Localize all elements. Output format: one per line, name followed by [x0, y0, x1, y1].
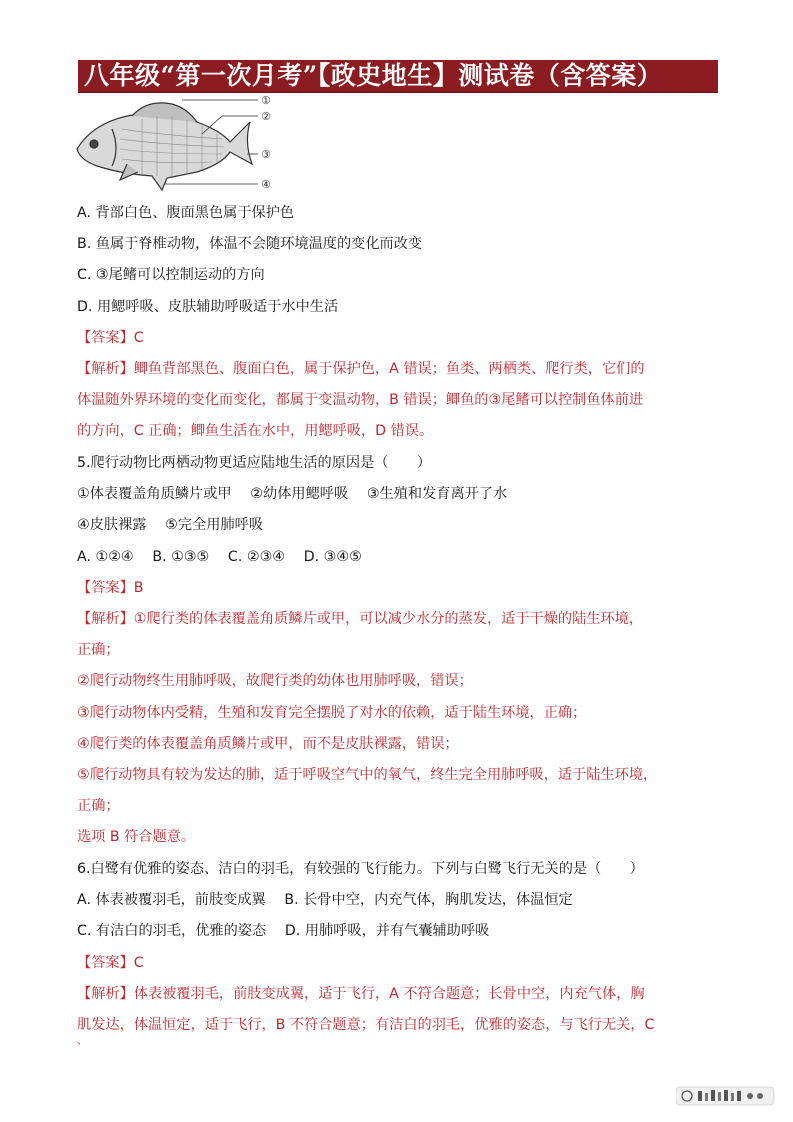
q4-answer: 【答案】C	[77, 330, 144, 346]
q5-items-line: ④皮肤裸露 ⑤完全用肺呼吸	[77, 517, 264, 533]
q4-option-b: B. 鱼属于脊椎动物，体温不会随环境温度的变化而改变	[77, 236, 423, 252]
q6-analysis-line: 【解析】体表被覆羽毛，前肢变成翼，适于飞行，A 不符合题意；长骨中空，内充气体，胸	[77, 986, 645, 1002]
title-underline	[78, 92, 718, 93]
page-title-banner	[78, 60, 718, 92]
fish-label-3: ③	[261, 148, 271, 161]
q4-analysis-line: 体温随外界环境的变化而变化，都属于变温动物，B 错误；鲫鱼的③尾鳍可以控制鱼体前进	[77, 392, 644, 408]
watermark-icon	[676, 1085, 776, 1107]
q4-analysis-line: 的方向，C 正确；鲫鱼生活在水中，用鳃呼吸，D 错误。	[77, 423, 434, 439]
q5-analysis-line: ④爬行类的体表覆盖角质鳞片或甲，而不是皮肤裸露，错误；	[77, 736, 459, 752]
q4-option-c: C. ③尾鳍可以控制运动的方向	[77, 267, 265, 283]
q6-analysis-line: 肌发达，体温恒定，适于飞行，B 不符合题意；有洁白的羽毛，优雅的姿态，与飞行无关，C	[77, 1017, 655, 1033]
q5-stem: 5.爬行动物比两栖动物更适应陆地生活的原因是（ ）	[77, 455, 432, 471]
q5-analysis-line: 正确；	[77, 642, 120, 658]
fish-label-4: ④	[261, 178, 271, 191]
q5-analysis-line: ⑤爬行动物具有较为发达的肺，适于呼吸空气中的氧气，终生完全用肺呼吸，适于陆生环境，	[77, 767, 658, 783]
q6-stem: 6.白鹭有优雅的姿态、洁白的羽毛，有较强的飞行能力。下列与白鹭飞行无关的是（ ）	[77, 861, 644, 877]
q6-answer: 【答案】C	[77, 955, 144, 971]
fish-label-2: ②	[261, 110, 271, 123]
q5-analysis-line: 选项 B 符合题意。	[77, 829, 196, 845]
q5-analysis-line: ②爬行动物终生用肺呼吸，故爬行类的幼体也用肺呼吸，错误；	[77, 673, 473, 689]
q5-items-line: ①体表覆盖角质鳞片或甲 ②幼体用鳃呼吸 ③生殖和发育离开了水	[77, 486, 508, 502]
q5-answer: 【答案】B	[77, 580, 144, 596]
q6-options-line: C. 有洁白的羽毛，优雅的姿态 D. 用肺呼吸，并有气囊辅助呼吸	[77, 923, 490, 939]
q4-analysis-line: 【解析】鲫鱼背部黑色、腹面白色，属于保护色，A 错误；鱼类、两栖类、爬行类，它们的	[77, 361, 645, 377]
q6-analysis-line: 、	[77, 1036, 87, 1047]
q5-options: A. ①②④ B. ①③⑤ C. ②③④ D. ③④⑤	[77, 549, 362, 565]
fish-label-1: ①	[261, 94, 271, 107]
q4-option-a: A. 背部白色、腹面黑色属于保护色	[77, 205, 295, 221]
fish-diagram	[72, 94, 277, 194]
q6-options-line: A. 体表被覆羽毛，前肢变成翼 B. 长骨中空，内充气体，胸肌发达，体温恒定	[77, 892, 573, 908]
q5-analysis-line: ③爬行动物体内受精，生殖和发育完全摆脱了对水的依赖，适于陆生环境，正确；	[77, 705, 587, 721]
q4-option-d: D. 用鳃呼吸、皮肤辅助呼吸适于水中生活	[77, 299, 339, 315]
q5-analysis-line: 【解析】①爬行类的体表覆盖角质鳞片或甲，可以减少水分的蒸发，适于干燥的陆生环境，	[77, 611, 644, 627]
page-title: 八年级“第一次月考”【政史地生】测试卷（含答案）	[84, 61, 663, 90]
q5-analysis-line: 正确；	[77, 798, 120, 814]
